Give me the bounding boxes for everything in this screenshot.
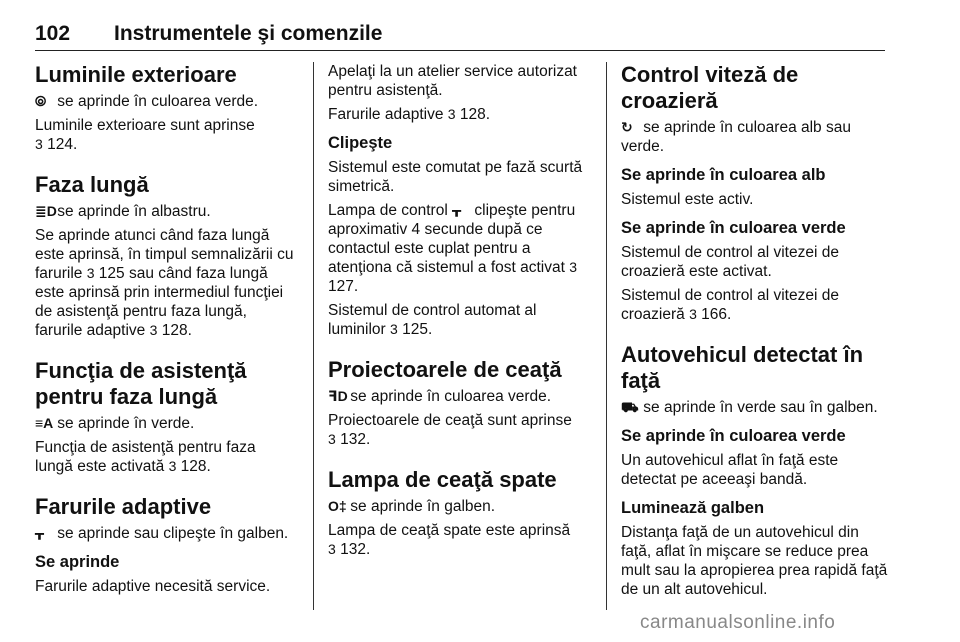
text: Funcţia de asistenţă pentru faza lungă este activată bbox=[35, 439, 256, 475]
section-title-cruise-control: Control viteză de croazieră bbox=[621, 62, 799, 113]
page-ref-arrow-icon: 3 bbox=[149, 322, 158, 338]
section-title-high-beam: Faza lungă bbox=[35, 172, 149, 197]
page-ref: 127. bbox=[328, 278, 359, 295]
paragraph: Sistemul este activ. bbox=[621, 191, 754, 208]
section-title-front-fog: Proiectoarele de ceaţă bbox=[328, 357, 562, 382]
paragraph: Distanţa faţă de un autovehicul din faţă, aflat în mişcare se reduce prea mult sau la apropierea prea rapidă faţă de un alt autovehicul. bbox=[621, 524, 888, 598]
subheading: Se aprinde bbox=[35, 553, 120, 571]
cruise-control-icon: ↻ bbox=[621, 119, 633, 135]
section-title-adaptive-lights: Farurile adaptive bbox=[35, 494, 212, 519]
text: se aprinde în verde sau în galben. bbox=[639, 399, 878, 416]
rear-fog-icon: O‡ bbox=[328, 498, 347, 514]
page-ref-arrow-icon: 3 bbox=[390, 321, 398, 337]
paragraph: Un autovehicul aflat în faţă este detectat pe aceeaşi bandă. bbox=[621, 452, 839, 488]
page-ref-arrow-icon: 3 bbox=[328, 541, 336, 557]
paragraph bbox=[328, 497, 590, 516]
column-3 bbox=[621, 62, 891, 604]
page-ref: 128. bbox=[455, 106, 491, 123]
paragraph bbox=[35, 226, 297, 340]
section-title-exterior-lights: Luminile exterioare bbox=[35, 62, 237, 87]
text: Sistemul de control al vitezei de croazieră bbox=[621, 287, 839, 323]
column-divider bbox=[313, 62, 314, 610]
paragraph bbox=[328, 521, 590, 559]
page-ref: 166. bbox=[696, 306, 732, 323]
page-ref-arrow-icon: 3 bbox=[689, 306, 697, 322]
running-title: Instrumentele şi comenzile bbox=[114, 22, 383, 45]
text: Se aprinde atunci când faza lungă este aprinsă, în timpul semnalizării cu farurile bbox=[35, 227, 294, 282]
vehicle-ahead-icon: ⛟ bbox=[621, 399, 639, 415]
high-beam-assist-icon: ≡A bbox=[35, 415, 54, 431]
paragraph bbox=[621, 286, 891, 324]
paragraph bbox=[328, 411, 590, 449]
text: 125 sau când faza lungă este aprinsă prin intermediul funcţiei de asistenţă pentru faza lungă, farurile adaptive bbox=[35, 265, 284, 339]
text: Farurile adaptive bbox=[328, 106, 444, 123]
text: clipeşte pentru aproximativ 4 secunde după ce contactul este cuplat pentru a atenţiona că sistemul a fost activat bbox=[328, 202, 576, 276]
paragraph bbox=[328, 201, 590, 296]
subheading: Se aprinde în culoarea verde bbox=[621, 219, 846, 237]
page-header bbox=[35, 18, 885, 51]
high-beam-icon: ≣D bbox=[35, 203, 57, 219]
paragraph bbox=[621, 118, 891, 156]
page-ref: 128. bbox=[157, 322, 192, 339]
subheading: Se aprinde în culoarea verde bbox=[621, 427, 846, 445]
subheading: Luminează galben bbox=[621, 499, 765, 517]
text: Lampa de ceaţă spate este aprinsă bbox=[328, 522, 571, 539]
paragraph bbox=[35, 92, 297, 111]
page-ref-arrow-icon: 3 bbox=[35, 136, 43, 152]
page-ref-arrow-icon: 3 bbox=[328, 431, 336, 447]
text: se aprinde în albastru. bbox=[53, 203, 211, 220]
paragraph: Apelaţi la un atelier service autorizat pentru asistenţă. bbox=[328, 63, 577, 99]
text: se aprinde în culoarea alb sau verde. bbox=[621, 119, 851, 155]
text: se aprinde în verde. bbox=[53, 415, 195, 432]
page-ref: 132. bbox=[335, 431, 371, 448]
text: Proiectoarele de ceaţă sunt aprinse bbox=[328, 412, 572, 429]
text: Sistemul de control automat al luminilor bbox=[328, 302, 537, 338]
paragraph bbox=[328, 387, 590, 406]
text: se aprinde sau clipeşte în galben. bbox=[53, 525, 289, 542]
watermark: carmanualsonline.info bbox=[640, 612, 836, 633]
paragraph: Sistemul de control al vitezei de croazieră este activat. bbox=[621, 244, 839, 280]
section-title-vehicle-ahead: Autovehicul detectat în faţă bbox=[621, 342, 864, 393]
page-ref: 125. bbox=[397, 321, 433, 338]
page-ref: 124. bbox=[42, 136, 78, 153]
text: Luminile exterioare sunt aprinse bbox=[35, 117, 255, 134]
text: se aprinde în culoarea verde. bbox=[346, 388, 552, 405]
page-ref-arrow-icon: 3 bbox=[569, 259, 578, 275]
page-ref-arrow-icon: 3 bbox=[447, 106, 456, 122]
paragraph bbox=[35, 116, 297, 154]
section-title-rear-fog: Lampa de ceaţă spate bbox=[328, 467, 557, 492]
text: Lampa de control bbox=[328, 202, 448, 219]
paragraph: Sistemul este comutat pe fază scurtă simetrică. bbox=[328, 159, 583, 195]
page-ref: 132. bbox=[335, 541, 371, 558]
adaptive-lights-icon: ᚁ bbox=[35, 525, 44, 541]
paragraph bbox=[35, 414, 297, 433]
section-title-high-beam-assist: Funcţia de asistenţă pentru faza lungă bbox=[35, 358, 247, 409]
paragraph bbox=[328, 105, 590, 124]
adaptive-lights-icon: ᚁ bbox=[452, 202, 462, 218]
subheading: Clipeşte bbox=[328, 134, 393, 152]
paragraph bbox=[35, 524, 297, 543]
exterior-lights-icon: ⦾ bbox=[35, 93, 47, 109]
column-2 bbox=[328, 62, 590, 564]
paragraph bbox=[35, 438, 297, 476]
column-1 bbox=[35, 62, 297, 601]
text: se aprinde în galben. bbox=[346, 498, 496, 515]
paragraph bbox=[328, 301, 590, 339]
page-number: 102 bbox=[35, 22, 71, 45]
page-ref-arrow-icon: 3 bbox=[168, 458, 177, 474]
column-divider bbox=[606, 62, 607, 610]
paragraph: Farurile adaptive necesită service. bbox=[35, 578, 271, 595]
subheading: Se aprinde în culoarea alb bbox=[621, 166, 826, 184]
page-ref: 128. bbox=[176, 458, 211, 475]
front-fog-icon: ꟻD bbox=[328, 388, 348, 404]
paragraph bbox=[621, 398, 891, 417]
text: se aprinde în culoarea verde. bbox=[53, 93, 259, 110]
paragraph bbox=[35, 202, 297, 221]
page-ref-arrow-icon: 3 bbox=[86, 265, 95, 281]
